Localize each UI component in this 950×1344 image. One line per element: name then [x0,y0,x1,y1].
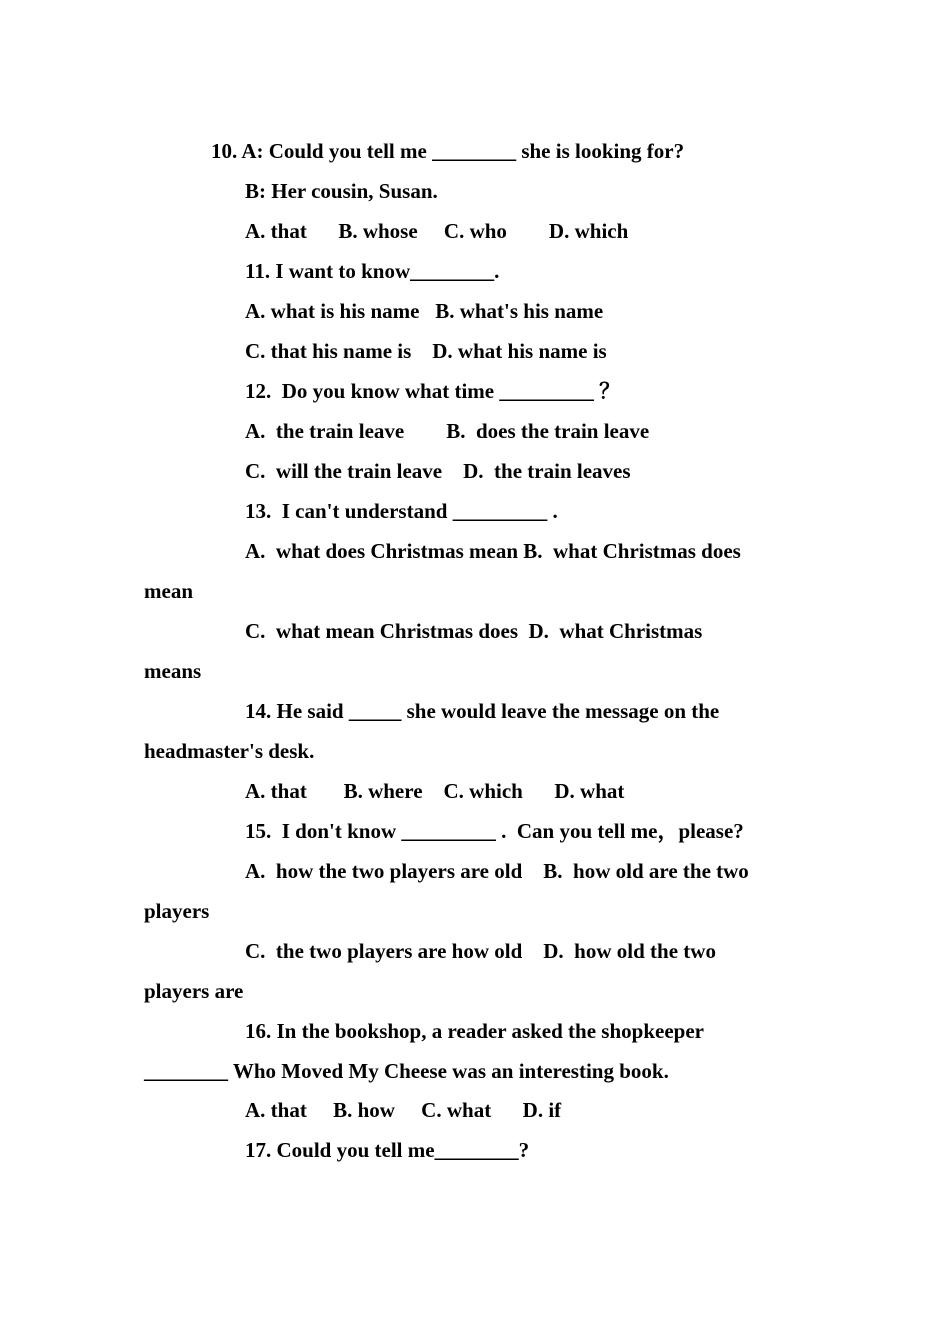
question-13-options-cd: C. what mean Christmas does D. what Christmas [245,619,703,643]
question-14-options: A. that B. where C. which D. what [245,779,625,803]
question-15-options-cd-wrap: players are [144,979,244,1003]
question-10-answer-b: B: Her cousin, Susan. [245,179,438,203]
question-11-options-ab: A. what is his name B. what's his name [245,299,604,323]
question-11-text: 11. I want to know________. [245,259,500,283]
question-10-text: 10. A: Could you tell me ________ she is looking for? [211,139,685,163]
question-13-options-ab: A. what does Christmas mean B. what Christmas does [245,539,741,563]
question-13-options-cd-wrap: means [144,659,202,683]
question-16-text-wrap: ________ Who Moved My Cheese was an interesting book. [144,1059,669,1083]
question-16-options: A. that B. how C. what D. if [245,1098,562,1122]
question-15-options-ab: A. how the two players are old B. how old are the two [245,859,749,883]
question-12-options-cd: C. will the train leave D. the train leaves [245,459,631,483]
question-14-text: 14. He said _____ she would leave the message on the [245,699,720,723]
question-16-text: 16. In the bookshop, a reader asked the shopkeeper [245,1019,704,1043]
question-14-text-wrap: headmaster's desk. [144,739,315,763]
question-15-options-ab-wrap: players [144,899,210,923]
question-15-options-cd: C. the two players are how old D. how old the two [245,939,716,963]
question-12-text: 12. Do you know what time _________ ？ [245,379,621,403]
question-13-text: 13. I can't understand _________ . [245,499,558,523]
question-13-options-ab-wrap: mean [144,579,193,603]
question-12-options-ab: A. the train leave B. does the train leave [245,419,650,443]
question-15-text: 15. I don't know _________ . Can you tell me，please? [245,819,744,843]
question-11-options-cd: C. that his name is D. what his name is [245,339,607,363]
question-10-options: A. that B. whose C. who D. which [245,219,629,243]
question-17-text: 17. Could you tell me________? [245,1138,530,1162]
